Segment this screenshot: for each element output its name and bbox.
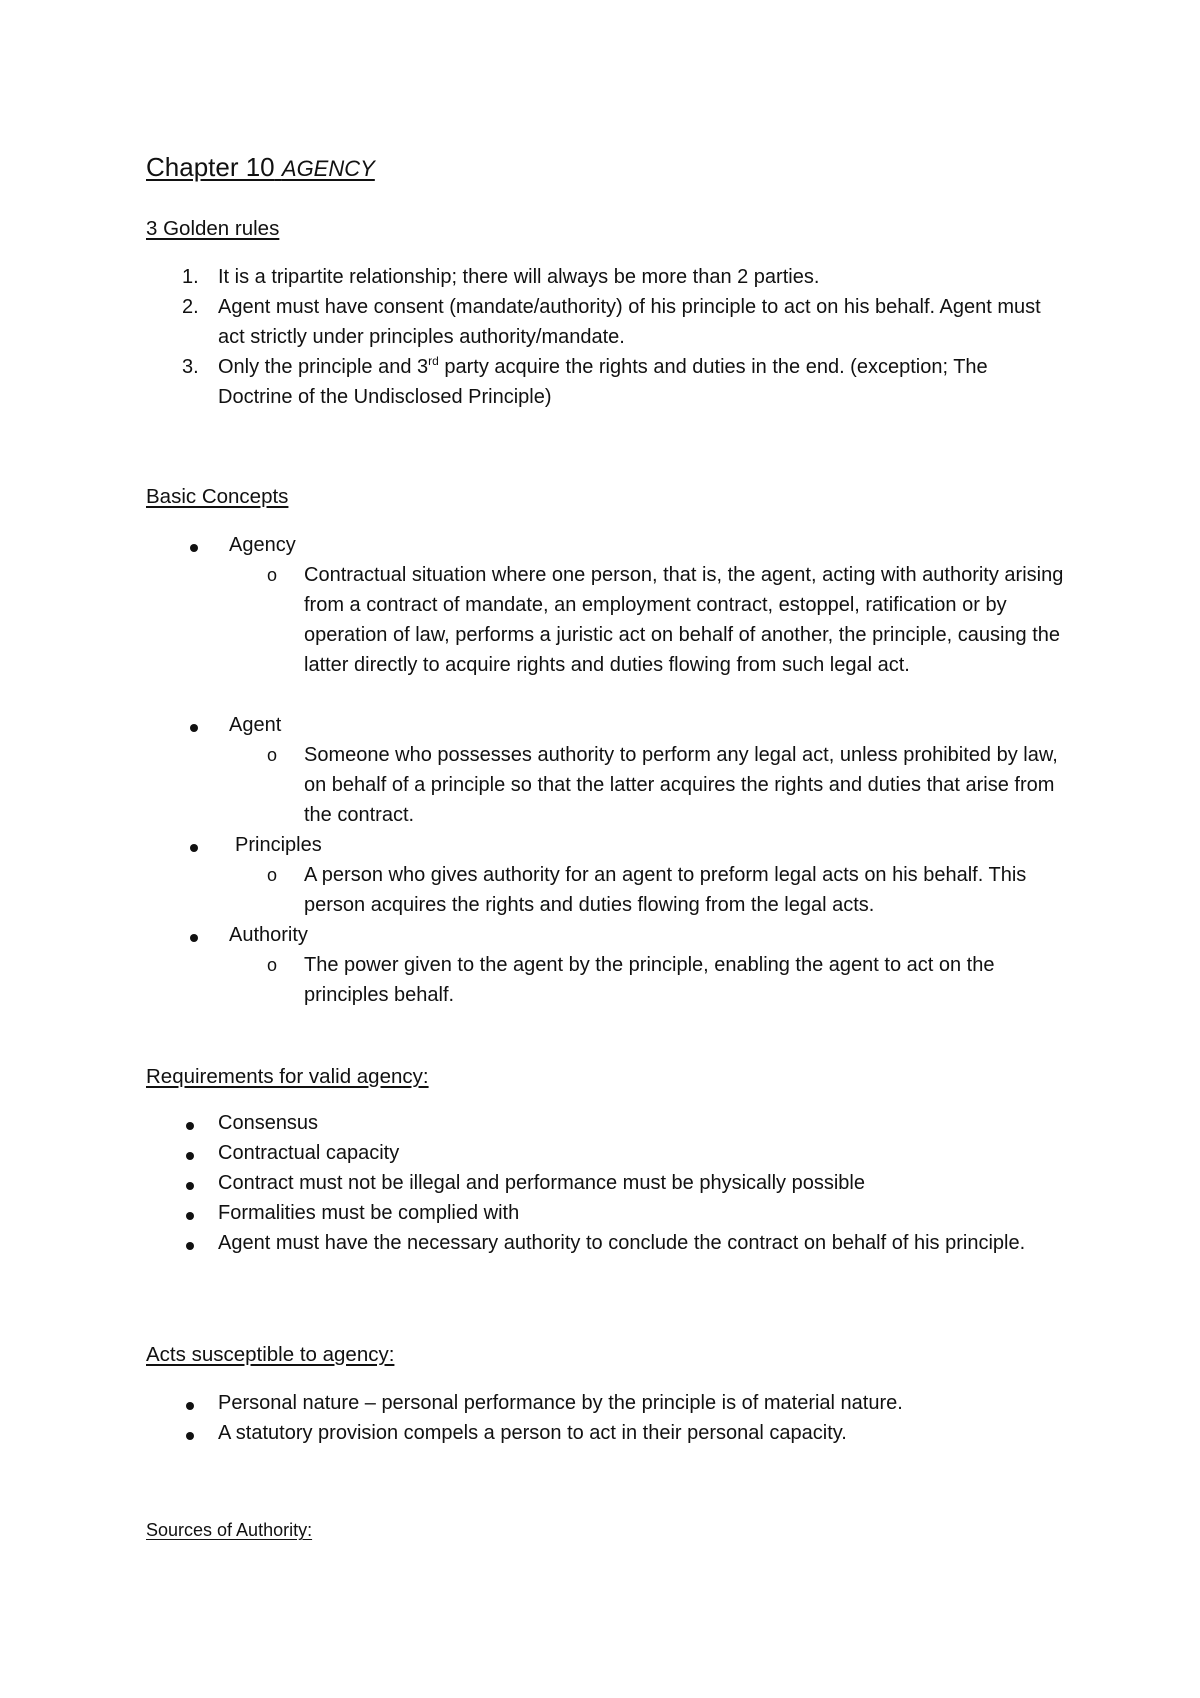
sources-heading: Sources of Authority: [146, 1520, 313, 1540]
bullet-icon [186, 1182, 194, 1190]
rule-text: Only the principle and 3rd party acquire the rights and duties in the end. (exception; The Doctrine of the Undisclosed Principle) [218, 354, 988, 408]
concept-term: Authority [229, 924, 308, 946]
chapter-title: Chapter 10 AGENCY [146, 152, 375, 182]
rule-number: 2. [182, 296, 199, 318]
bullet-icon [186, 1152, 194, 1160]
acts-heading: Acts susceptible to agency: [146, 1343, 395, 1366]
requirement-item: Contract must not be illegal and performance must be physically possible [218, 1172, 865, 1194]
rule-text: Agent must have consent (mandate/authority) of his principle to act on his behalf. Agent must act strictly under principles authority/mandate. [218, 296, 1041, 348]
bullet-icon [190, 844, 198, 852]
requirement-item: Consensus [218, 1112, 319, 1134]
rule-text: It is a tripartite relationship; there will always be more than 2 parties. [218, 266, 820, 288]
bullet-icon [186, 1402, 194, 1410]
bullet-icon [190, 544, 198, 552]
concept-term: Agency [229, 534, 296, 556]
act-item: A statutory provision compels a person to act in their personal capacity. [218, 1422, 847, 1444]
superscript-ordinal: rd [428, 354, 439, 368]
concept-definition: A person who gives authority for an agent to preform legal acts on his behalf. This person acquires the rights and duties flowing from the legal acts. [304, 864, 1027, 916]
sub-bullet-icon: o [267, 955, 278, 975]
rule-number: 3. [182, 356, 199, 378]
concept-definition: Someone who possesses authority to perform any legal act, unless prohibited by law, on behalf of a principle so that the latter acquires the rights and duties that arise from the contract. [304, 744, 1058, 826]
bullet-icon [190, 724, 198, 732]
requirement-item: Formalities must be complied with [218, 1202, 520, 1224]
bullet-icon [186, 1432, 194, 1440]
bullet-icon [186, 1122, 194, 1130]
sub-bullet-icon: o [267, 865, 278, 885]
concept-term: Principles [235, 834, 322, 856]
rule-number: 1. [182, 266, 199, 288]
sub-bullet-icon: o [267, 745, 278, 765]
basic-concepts-heading: Basic Concepts [146, 485, 289, 508]
concept-term: Agent [229, 714, 282, 736]
bullet-icon [186, 1212, 194, 1220]
concept-definition: The power given to the agent by the principle, enabling the agent to act on the principles behalf. [304, 954, 995, 1006]
bullet-icon [186, 1242, 194, 1250]
act-item: Personal nature – personal performance by the principle is of material nature. [218, 1392, 903, 1414]
requirement-item: Contractual capacity [218, 1142, 400, 1164]
requirements-heading: Requirements for valid agency: [146, 1065, 429, 1088]
sub-bullet-icon: o [267, 565, 278, 585]
concept-definition: Contractual situation where one person, that is, the agent, acting with authority arising from a contract of mandate, an employment contract, estoppel, ratification or by operation of law, performs a juristic act on behalf of another, the principle, causing the latter directly to acquire rights and duties flowing from such legal act. [304, 564, 1064, 676]
golden-rules-heading: 3 Golden rules [146, 217, 280, 240]
requirement-item: Agent must have the necessary authority to conclude the contract on behalf of his principle. [218, 1232, 1026, 1254]
bullet-icon [190, 934, 198, 942]
